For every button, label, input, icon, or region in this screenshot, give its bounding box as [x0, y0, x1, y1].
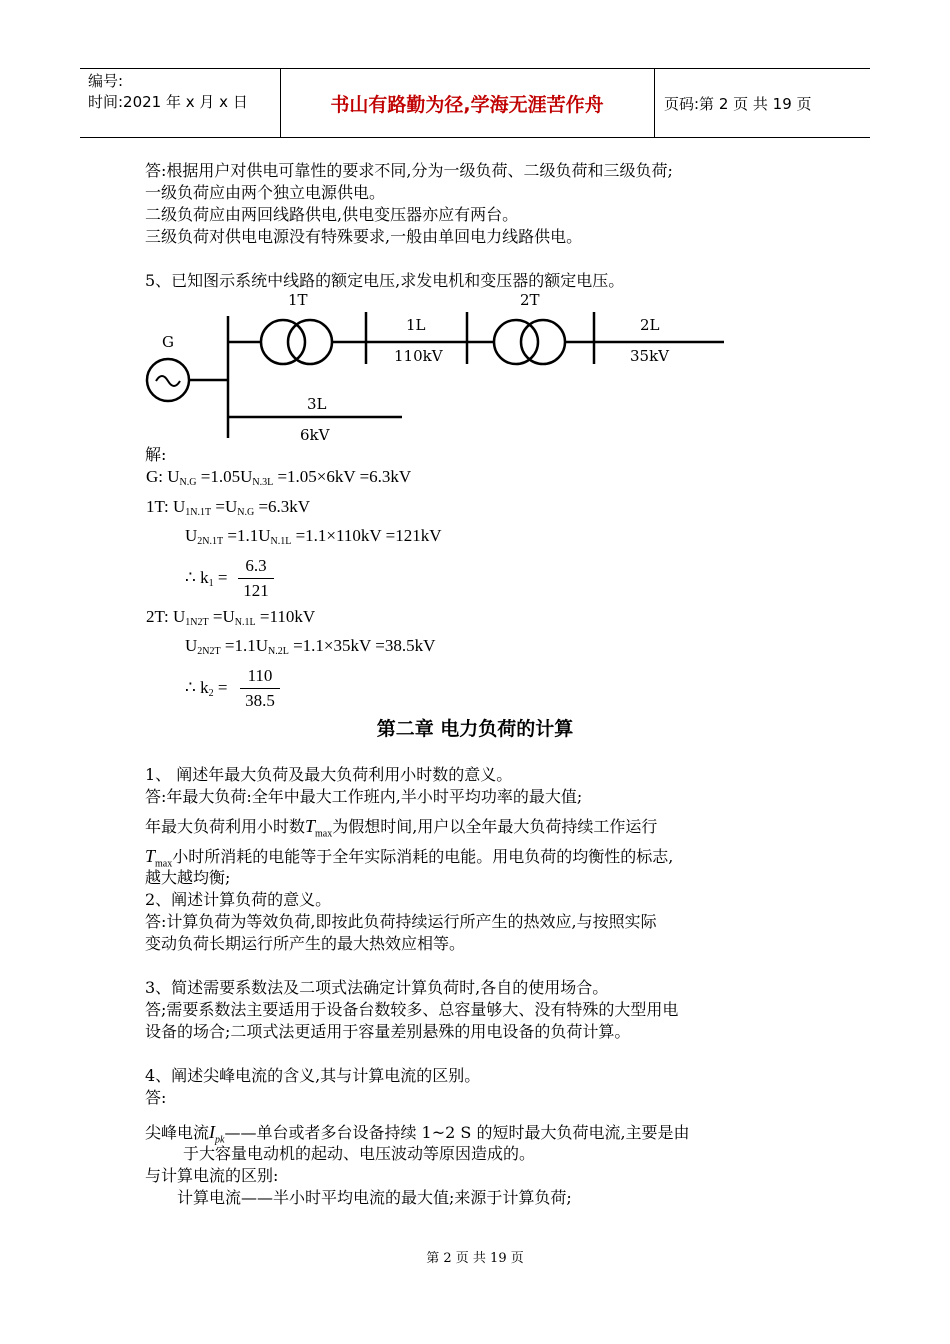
line-1l-voltage: 110kV	[394, 347, 443, 365]
formula-generator	[146, 466, 411, 494]
subscript: 2	[208, 688, 214, 699]
fraction-k2	[240, 664, 280, 713]
formula-1t-primary	[146, 496, 310, 524]
formula-text: =1.05×6kV =6.3kV	[277, 467, 412, 486]
answer-text: ——单台或者多台设备持续 1~2 S 的短时最大负荷电流,主要是由	[224, 1123, 690, 1142]
formula-text: =1.05U	[200, 467, 253, 486]
transformer-2t-secondary	[521, 320, 565, 364]
subscript: 1N.1T	[185, 507, 212, 518]
subscript: 2N.1T	[197, 536, 224, 547]
question-3: 3、简述需要系数法及二项式法确定计算负荷时,各自的使用场合。	[145, 978, 609, 997]
question-1: 1、 阐述年最大负荷及最大负荷利用小时数的意义。	[145, 765, 513, 784]
therefore-symbol: ∴	[185, 678, 196, 697]
variable-subscript: pk	[215, 1134, 225, 1146]
subscript: N.G	[237, 507, 255, 518]
variable-t-max	[145, 846, 173, 870]
fraction-numerator: 110	[240, 664, 280, 689]
formula-text: =1.1U	[224, 636, 268, 655]
answer-text: 年最大负荷利用小时数	[145, 817, 306, 836]
therefore-symbol: ∴	[185, 568, 196, 587]
answer-1-line	[145, 815, 657, 846]
transformer-1t-secondary	[288, 320, 332, 364]
formula-text: =1.1U	[227, 526, 271, 545]
question-5: 5、已知图示系统中线路的额定电压,求发电机和变压器的额定电压。	[145, 271, 625, 290]
document-date: 时间:2021 年 x 月 x 日	[88, 93, 248, 111]
formula-text: =110kV	[259, 607, 316, 626]
formula-text: =	[215, 497, 225, 516]
document-number-label: 编号:	[88, 72, 124, 90]
answer-2-line: 答:计算负荷为等效负荷,即按此负荷持续运行所产生的热效应,与按照实际	[145, 912, 657, 931]
answer-2-line: 变动负荷长期运行所产生的最大热效应相等。	[145, 934, 466, 953]
line-3l-label: 3L	[307, 395, 327, 413]
subscript: 2N2T	[197, 646, 221, 657]
intro-line: 答:根据用户对供电可靠性的要求不同,分为一级负荷、二级负荷和三级负荷;	[145, 161, 673, 180]
formula-text: =	[217, 568, 228, 587]
subscript: N.G	[179, 477, 197, 488]
answer-4-line: 与计算电流的区别:	[145, 1166, 279, 1185]
formula-k1-lhs	[185, 567, 227, 595]
formula-label: G:	[146, 467, 163, 486]
answer-1-line: 越大越均衡;	[145, 868, 231, 887]
header-page-info: 页码:第 2 页 共 19 页	[664, 94, 812, 113]
formula-label: 1T:	[146, 497, 169, 516]
fraction-numerator: 6.3	[238, 554, 274, 579]
answer-4-line: 计算电流——半小时平均电流的最大值;来源于计算负荷;	[177, 1188, 572, 1207]
line-1l-label: 1L	[406, 316, 426, 334]
solution-label: 解:	[145, 445, 167, 464]
subscript: N.2L	[268, 646, 289, 657]
formula-text: =	[212, 607, 223, 626]
subscript: 1N2T	[185, 617, 209, 628]
voltage-symbol: U	[167, 467, 180, 486]
voltage-symbol: U	[224, 497, 238, 516]
formula-1t-secondary	[185, 525, 441, 553]
variable-symbol: T	[145, 846, 156, 866]
formula-text: =1.1×110kV =121kV	[295, 526, 442, 545]
answer-3-line: 设备的场合;二项式法更适用于容量差别悬殊的用电设备的负荷计算。	[145, 1022, 631, 1041]
formula-2t-primary	[146, 606, 315, 634]
formula-text: =6.3kV	[258, 497, 311, 516]
subscript: 1	[208, 578, 214, 589]
generator-label: G	[162, 333, 174, 351]
subscript: N.3L	[252, 477, 274, 488]
transformer-2t-label: 2T	[520, 291, 540, 309]
formula-2t-secondary	[185, 635, 435, 663]
answer-text: 尖峰电流	[145, 1123, 210, 1142]
formula-label: 2T:	[146, 607, 169, 626]
formula-text: =1.1×35kV =38.5kV	[293, 636, 436, 655]
answer-4-line: 于大容量电动机的起动、电压波动等原因造成的。	[183, 1144, 536, 1163]
intro-line: 二级负荷应由两回线路供电,供电变压器亦应有两台。	[145, 205, 519, 224]
fraction-denominator: 121	[243, 581, 269, 600]
answer-3-line: 答;需要系数法主要适用于设备台数较多、总容量够大、没有特殊的大型用电	[145, 1000, 679, 1019]
variable-t-max	[305, 816, 333, 840]
ratio-symbol: k	[200, 678, 209, 697]
voltage-symbol: U	[222, 607, 235, 626]
subscript: N.1L	[270, 536, 292, 547]
variable-symbol: I	[209, 1122, 216, 1142]
transformer-2t-primary	[494, 320, 538, 364]
line-3l-voltage: 6kV	[300, 426, 330, 444]
variable-i-pk	[209, 1122, 225, 1146]
answer-text: 小时所消耗的电能等于全年实际消耗的电能。用电负荷的均衡性的标志,	[172, 847, 674, 866]
formula-k2-lhs	[185, 677, 227, 705]
subscript: N.1L	[234, 617, 256, 628]
ratio-symbol: k	[200, 568, 209, 587]
voltage-symbol: U	[185, 526, 198, 545]
variable-subscript: max	[155, 858, 173, 870]
transformer-1t-primary	[261, 320, 305, 364]
question-2: 2、阐述计算负荷的意义。	[145, 890, 332, 909]
voltage-symbol: U	[173, 497, 186, 516]
variable-symbol: T	[305, 816, 316, 836]
transformer-1t-label: 1T	[288, 291, 308, 309]
line-2l-voltage: 35kV	[630, 347, 670, 365]
page-footer: 第 2 页 共 19 页	[426, 1251, 524, 1266]
voltage-symbol: U	[185, 636, 198, 655]
formula-text: =	[217, 678, 228, 697]
fraction-denominator: 38.5	[245, 691, 275, 710]
variable-subscript: max	[315, 828, 333, 840]
answer-1-line: 答:年最大负荷:全年中最大工作班内,半小时平均功率的最大值;	[145, 787, 583, 806]
answer-text: 为假想时间,用户以全年最大负荷持续工作运行	[332, 817, 658, 836]
generator-wave	[156, 376, 180, 386]
header-motto: 书山有路勤为径,学海无涯苦作舟	[330, 93, 604, 116]
fraction-k1	[238, 554, 274, 603]
line-2l-label: 2L	[640, 316, 660, 334]
voltage-symbol: U	[173, 607, 186, 626]
intro-line: 一级负荷应由两个独立电源供电。	[145, 183, 386, 202]
intro-line: 三级负荷对供电电源没有特殊要求,一般由单回电力线路供电。	[145, 227, 583, 246]
answer-4-label: 答:	[145, 1088, 167, 1107]
chapter-title: 第二章 电力负荷的计算	[376, 718, 574, 740]
question-4: 4、阐述尖峰电流的含义,其与计算电流的区别。	[145, 1066, 481, 1085]
